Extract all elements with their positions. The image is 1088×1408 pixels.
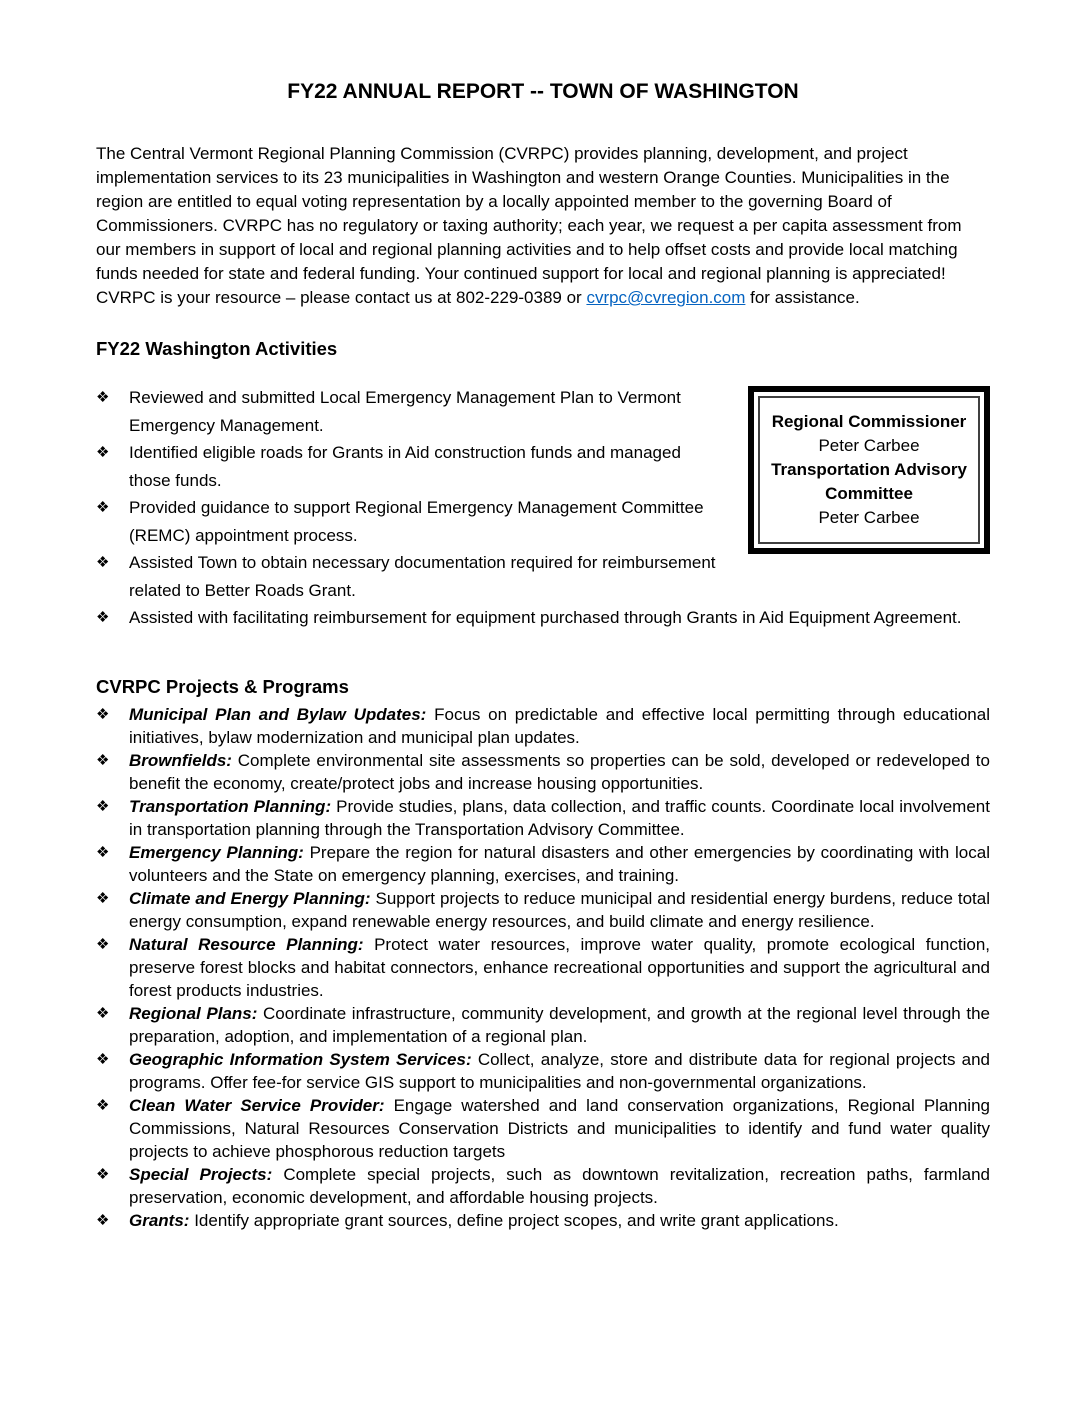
email-link[interactable]: cvrpc@cvregion.com — [586, 288, 746, 307]
project-label: Brownfields: — [129, 750, 232, 770]
project-item — [129, 1209, 990, 1232]
page-title: FY22 ANNUAL REPORT -- TOWN OF WASHINGTON — [287, 80, 799, 103]
project-text: Provide studies, plans, data collection, and traffic counts. Coordinate local involvement in transportation planning through the Transportation Advisory Committee. — [129, 796, 990, 839]
activity-text: Assisted with facilitating reimbursement for equipment purchased through Grants in Aid Equipment Agreement. — [129, 608, 962, 627]
project-item — [129, 749, 990, 795]
project-item — [129, 841, 990, 887]
project-text: Complete environmental site assessments so properties can be sold, developed or redeveloped to benefit the economy, create/protect jobs and increase housing opportunities. — [129, 750, 990, 793]
project-text: Complete special projects, such as downtown revitalization, recreation paths, farmland preservation, economic development, and affordable housing projects. — [129, 1164, 990, 1207]
project-text: Support projects to reduce municipal and residential energy burdens, reduce total energy consumption, expand renewable energy resources, and build climate and energy resilience. — [129, 888, 991, 931]
diamond-bullet-icon: ❖ — [96, 1165, 110, 1183]
intro-paragraph — [96, 142, 990, 310]
list-item — [96, 1048, 990, 1094]
diamond-bullet-icon: ❖ — [96, 554, 110, 571]
project-item — [129, 1048, 990, 1094]
list-item — [96, 1094, 990, 1163]
diamond-bullet-icon: ❖ — [96, 935, 110, 953]
project-label: Emergency Planning: — [129, 842, 304, 862]
list-item — [96, 1002, 990, 1048]
commissioner-box — [748, 386, 990, 554]
list-item — [96, 604, 990, 632]
diamond-bullet-icon: ❖ — [96, 1050, 110, 1068]
list-item — [96, 703, 990, 749]
diamond-bullet-icon: ❖ — [96, 609, 110, 626]
intro-text-before: The Central Vermont Regional Planning Commission (CVRPC) provides planning, development, and project implementation services to its 23 municipalities in Washington and western Orange Counties. Municipalities in the region are entitled to equal voting representation by a locally appointed member to the governing Board of Commissioners. CVRPC has no regulatory or taxing authority; each year, we request a per capita assessment from our members in support of local and regional planning activities and to help offset costs and provide local matching funds needed for state and federal funding. Your continued support for local and regional planning is appreciated! CVRPC is your resource – please contact us at 802-229-0389 or — [96, 144, 962, 307]
project-text: Engage watershed and land conservation organizations, Regional Planning Commissions, Natural Resources Conservation Districts and municipalities to identify and fund water quality projects to achieve phosphorous reduction targets — [129, 1095, 990, 1161]
diamond-bullet-icon: ❖ — [96, 1096, 110, 1114]
list-item — [96, 439, 726, 494]
list-item — [96, 494, 726, 549]
projects-list — [96, 703, 990, 1232]
diamond-bullet-icon: ❖ — [96, 751, 110, 769]
diamond-bullet-icon: ❖ — [96, 389, 110, 406]
intro-text-after: for assistance. — [745, 288, 860, 307]
diamond-bullet-icon: ❖ — [96, 444, 110, 461]
project-text: Protect water resources, improve water quality, promote ecological function, preserve forest blocks and habitat connectors, enhance recreational opportunities and support the agricultural and forest products industries. — [129, 934, 990, 1000]
project-item — [129, 887, 990, 933]
list-item — [96, 1209, 990, 1232]
diamond-bullet-icon: ❖ — [96, 843, 110, 861]
tac-name: Peter Carbee — [818, 508, 920, 527]
activities-heading: FY22 Washington Activities — [96, 338, 338, 359]
activity-text: Provided guidance to support Regional Emergency Management Committee (REMC) appointment process. — [129, 498, 704, 545]
project-text: Identify appropriate grant sources, define project scopes, and write grant applications. — [194, 1210, 839, 1230]
activity-text: Assisted Town to obtain necessary documentation required for reimbursement related to Better Roads Grant. — [129, 553, 716, 600]
diamond-bullet-icon: ❖ — [96, 1004, 110, 1022]
diamond-bullet-icon: ❖ — [96, 889, 110, 907]
project-label: Special Projects: — [129, 1164, 273, 1184]
project-label: Climate and Energy Planning: — [129, 888, 371, 908]
project-item — [129, 1002, 990, 1048]
project-label: Municipal Plan and Bylaw Updates: — [129, 704, 427, 724]
project-item — [129, 703, 990, 749]
activity-text: Identified eligible roads for Grants in Aid construction funds and managed those funds. — [129, 443, 681, 490]
project-label: Regional Plans: — [129, 1003, 258, 1023]
project-text: Collect, analyze, store and distribute data for regional projects and programs. Offer fee-for service GIS support to municipalities and non-governmental organizations. — [129, 1049, 990, 1092]
diamond-bullet-icon: ❖ — [96, 499, 110, 516]
commissioner-box-inner — [758, 396, 980, 544]
diamond-bullet-icon: ❖ — [96, 797, 110, 815]
diamond-bullet-icon: ❖ — [96, 1211, 110, 1229]
project-label: Natural Resource Planning: — [129, 934, 364, 954]
activity-text: Reviewed and submitted Local Emergency Management Plan to Vermont Emergency Management. — [129, 388, 681, 435]
project-text: Coordinate infrastructure, community development, and growth at the regional level through the preparation, adoption, and implementation of a regional plan. — [129, 1003, 990, 1046]
project-label: Geographic Information System Services: — [129, 1049, 472, 1069]
project-item — [129, 933, 990, 1002]
projects-heading: CVRPC Projects & Programs — [96, 675, 349, 697]
list-item — [96, 384, 726, 439]
list-item — [96, 549, 726, 604]
list-item — [96, 795, 990, 841]
commissioner-role-label: Regional Commissioner — [771, 412, 967, 431]
project-text: Prepare the region for natural disasters and other emergencies by coordinating with local volunteers and the State on emergency planning, exercises, and training. — [129, 842, 990, 885]
project-item — [129, 1163, 990, 1209]
list-item — [96, 749, 990, 795]
project-label: Grants: — [129, 1210, 190, 1230]
project-item — [129, 795, 990, 841]
diamond-bullet-icon: ❖ — [96, 705, 110, 723]
list-item — [96, 1163, 990, 1209]
list-item — [96, 887, 990, 933]
project-label: Clean Water Service Provider: — [129, 1095, 385, 1115]
list-item — [96, 933, 990, 1002]
commissioner-name: Peter Carbee — [818, 436, 920, 455]
list-item — [96, 841, 990, 887]
project-label: Transportation Planning: — [129, 796, 332, 816]
tac-role-label: Transportation Advisory Committee — [771, 460, 967, 503]
project-item — [129, 1094, 990, 1163]
project-text: Focus on predictable and effective local permitting through educational initiatives, bylaw modernization and municipal plan updates. — [129, 704, 990, 747]
